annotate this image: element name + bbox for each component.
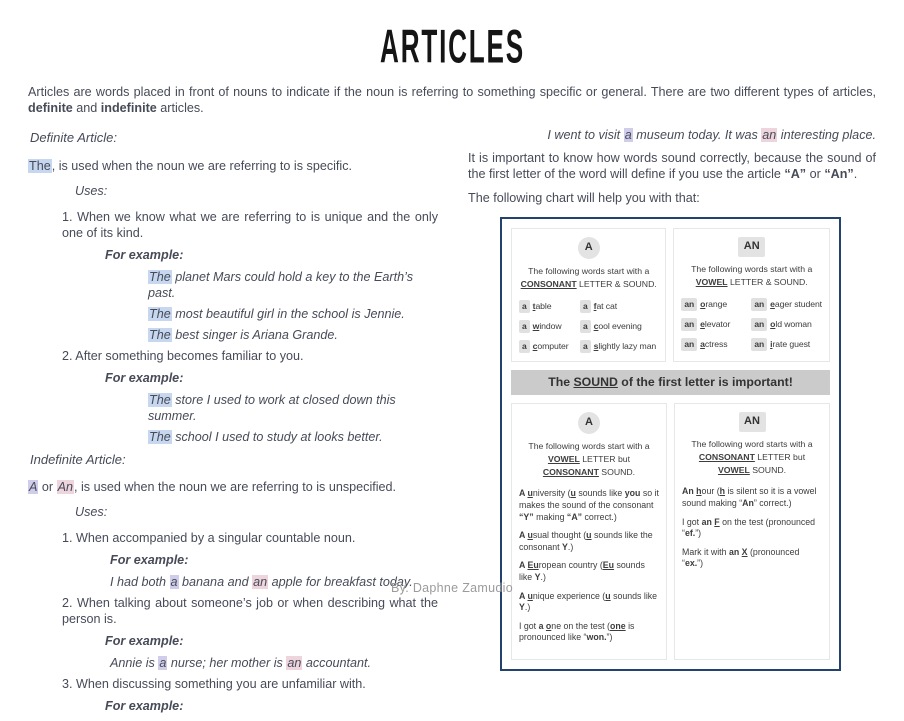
indefinite-uses-label: Uses:: [75, 504, 108, 519]
article-chip: an: [751, 298, 767, 311]
article-chip: an: [751, 318, 767, 331]
definite-use-2: 2. After something becomes familiar to you.: [62, 348, 304, 363]
sound-banner: The SOUND of the first letter is important!: [511, 370, 830, 396]
museum-example-sentence: I went to visit a museum today. It was an interesting place.: [547, 128, 876, 143]
explanation-paragraph: A European country (Eu sounds like Y.): [519, 560, 645, 582]
indefinite-intro-line: A or An, is used when the noun we are referring to is unspecified.: [29, 480, 397, 494]
content-columns: [28, 128, 876, 721]
for-example-label: For example:: [110, 552, 189, 567]
for-example-label: For example:: [105, 370, 184, 385]
article-sound-chart: [500, 217, 841, 671]
explanation-paragraph: An hour (h is silent so it is a vowel sound making “An” correct.): [682, 486, 817, 508]
description-line-2: CONSONANT LETTER & SOUND.: [520, 279, 657, 290]
page-title: ARTICLES: [379, 22, 525, 74]
explanation-paragraph: Mark it with an X (pronounced “ex.”): [682, 546, 800, 569]
definite-intro-line: The, is used when the noun we are referring to is specific.: [29, 158, 353, 173]
article-chip: a: [580, 340, 591, 353]
word-item: [580, 320, 658, 333]
quadrant-an-vowel: [673, 228, 830, 361]
for-example-label: For example:: [105, 247, 184, 262]
intro-paragraph: Articles are words placed in front of nouns to indicate if the noun is referring to something specific or general. There are two different types of articles, definite and indefinite articles.: [28, 85, 876, 116]
definite-example-sentence: The best singer is Ariana Grande.: [149, 327, 338, 342]
word-text: slightly lazy man: [593, 340, 657, 351]
indefinite-use-2: 2. When talking about someone’s job or when describing what the person is.: [62, 595, 438, 626]
right-column: [438, 128, 876, 721]
description-line-2: VOWEL LETTER but CONSONANT SOUND.: [542, 454, 636, 478]
quadrant-an-consonant-letter: [674, 403, 830, 660]
a-badge: A: [578, 237, 600, 259]
article-chip: an: [681, 318, 697, 331]
word-item: [751, 338, 822, 351]
word-item: [751, 298, 822, 311]
chart-lead-line: The following chart will help you with that:: [468, 191, 700, 206]
word-text: computer: [532, 340, 569, 351]
article-chip: a: [519, 340, 530, 353]
explanation-paragraph: I got a one on the test (one is pronounced like “won.”): [519, 620, 635, 643]
for-example-label: For example:: [105, 633, 184, 648]
chart-top-row: [511, 228, 830, 361]
for-example-label: For example:: [105, 698, 184, 713]
word-list: [681, 298, 822, 350]
word-list: [519, 300, 658, 352]
sound-explanation-paragraph: It is important to know how words sound correctly, because the sound of the first letter of the word will define if you use the article “A” or “An”.: [468, 151, 876, 182]
definite-example-sentence: The planet Mars could hold a key to the Earth’s past.: [148, 269, 413, 300]
description-line-1: The following words start with a: [528, 266, 650, 277]
article-chip: a: [580, 320, 591, 333]
description-line-2: CONSONANT LETTER but VOWEL SOUND.: [698, 452, 806, 476]
quadrant-description: [682, 438, 822, 477]
article-chip: an: [681, 338, 697, 351]
explanation-paragraph: A usual thought (u sounds like the consonant Y.): [519, 530, 653, 552]
word-item: [519, 340, 576, 353]
definite-example-sentence: The store I used to work at closed down this summer.: [148, 392, 396, 423]
word-text: fat cat: [593, 301, 618, 312]
definite-article-heading: Definite Article:: [30, 130, 117, 146]
word-item: [519, 300, 576, 313]
definite-use-1: 1. When we know what we are referring to is unique and the only one of its kind.: [62, 209, 438, 240]
word-text: elevator: [700, 318, 731, 329]
article-chip: a: [519, 320, 530, 333]
description-line-1: The following word starts with a: [691, 439, 813, 450]
article-chip: a: [580, 300, 591, 313]
word-item: [751, 318, 822, 331]
definite-example-sentence: The school I used to study at looks better.: [149, 429, 383, 444]
word-item: [681, 338, 747, 351]
an-badge: AN: [739, 412, 766, 432]
word-text: window: [532, 320, 562, 331]
explanation-paragraph: A university (u sounds like you so it makes the sound of the consonant “Y” making “A” correct.): [519, 488, 659, 522]
word-item: [519, 320, 576, 333]
explanation-paragraph: I got an F on the test (pronounced “ef.”): [682, 516, 816, 539]
word-text: table: [532, 301, 552, 312]
author-credit: By. Daphne Zamudio: [391, 581, 513, 595]
quadrant-description: [519, 440, 659, 479]
article-chip: an: [751, 338, 767, 351]
word-text: orange: [700, 299, 728, 310]
word-item: [580, 300, 658, 313]
indefinite-example-sentence: I had both a banana and an apple for breakfast today.: [110, 574, 413, 589]
quadrant-a-vowel-letter: [511, 403, 667, 660]
description-line-1: The following words start with a: [528, 441, 650, 452]
indefinite-article-heading: Indefinite Article:: [30, 451, 126, 467]
description-line-2: VOWEL LETTER & SOUND.: [695, 277, 808, 288]
indefinite-use-1: 1. When accompanied by a singular countable noun.: [62, 530, 356, 545]
explanation-paragraph: A unique experience (u sounds like Y.): [519, 590, 658, 613]
quadrant-a-consonant: [511, 228, 666, 361]
definite-uses-label: Uses:: [75, 183, 108, 198]
quadrant-description: [519, 265, 658, 291]
indefinite-example-sentence: Annie is a nurse; her mother is an accountant.: [110, 655, 371, 670]
word-text: eager student: [770, 299, 822, 310]
word-item: [681, 318, 747, 331]
quadrant-description: [681, 263, 822, 289]
word-item: [681, 298, 747, 311]
title-area: [0, 0, 904, 76]
word-text: cool evening: [593, 320, 642, 331]
left-column: [28, 128, 438, 721]
a-badge: A: [578, 412, 600, 434]
article-chip: an: [681, 298, 697, 311]
word-text: actress: [700, 338, 728, 349]
chart-bottom-row: [511, 403, 830, 660]
word-text: old woman: [770, 318, 812, 329]
word-item: [580, 340, 658, 353]
article-chip: a: [519, 300, 530, 313]
an-badge: AN: [738, 237, 765, 257]
indefinite-use-3: 3. When discussing something you are unfamiliar with.: [62, 676, 366, 691]
description-line-1: The following words start with a: [691, 264, 813, 275]
definite-example-sentence: The most beautiful girl in the school is Jennie.: [149, 306, 405, 321]
word-text: irate guest: [770, 338, 811, 349]
